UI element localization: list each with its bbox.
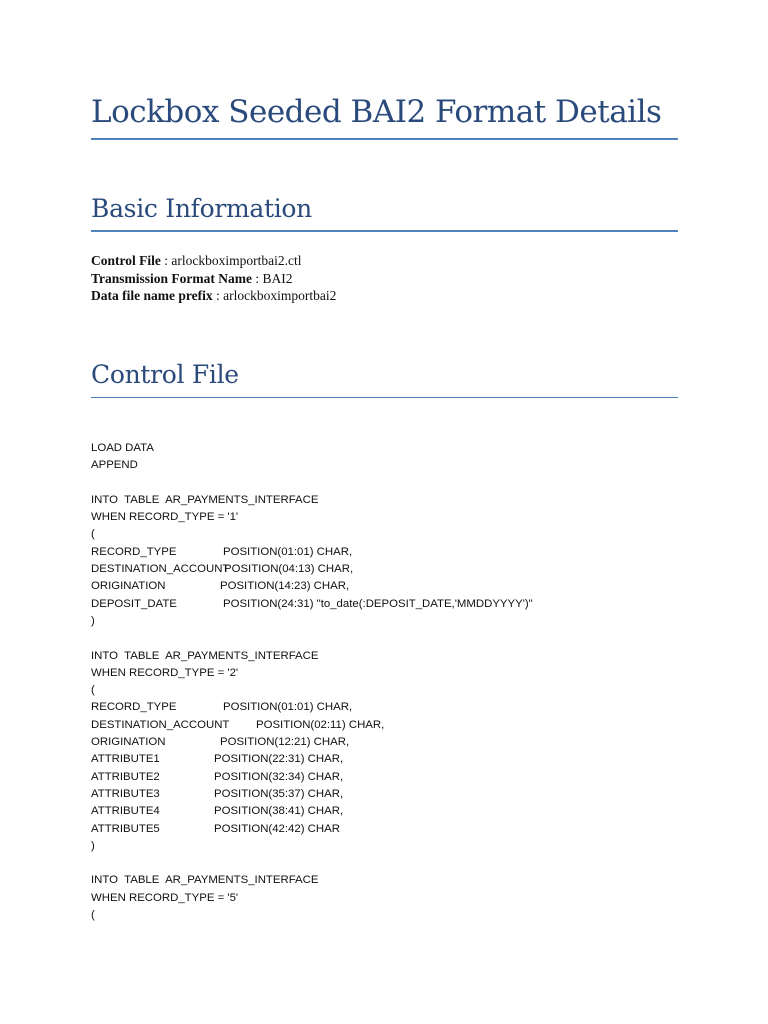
code-field-spec: POSITION(32:34) CHAR, — [214, 770, 344, 783]
control-file-underline — [91, 397, 678, 398]
info-value: BAI2 — [262, 270, 293, 286]
code-field-spec: POSITION(24:31) "to_date(:DEPOSIT_DATE,'MMDDYYYY')" — [223, 597, 533, 610]
code-field-name: ATTRIBUTE5 — [91, 822, 160, 835]
code-field-spec: POSITION(38:41) CHAR, — [214, 805, 344, 818]
code-field-name: LOAD DATA — [91, 442, 154, 454]
code-field-name: APPEND — [91, 459, 138, 472]
code-field-spec: POSITION(14:23) CHAR, — [220, 580, 350, 593]
code-field-spec: POSITION(01:01) CHAR, — [223, 701, 353, 714]
info-value: arlockboximportbai2.ctl — [171, 253, 302, 268]
title-underline — [91, 138, 678, 140]
info-data-file-name-prefix — [91, 287, 336, 305]
code-field-name: DEPOSIT_DATE — [91, 597, 177, 610]
code-field-name: ATTRIBUTE3 — [91, 787, 160, 800]
section-heading-basic-information: Basic Information — [91, 194, 312, 223]
code-field-spec: POSITION(12:21) CHAR, — [220, 736, 350, 749]
info-separator: : — [212, 288, 224, 303]
code-field-name: ( — [91, 909, 95, 922]
info-separator: : — [160, 253, 172, 268]
code-field-name: ) — [91, 839, 95, 852]
section-heading-control-file: Control File — [91, 360, 239, 389]
basic-information-underline — [91, 230, 678, 232]
code-field-name: ( — [91, 528, 95, 541]
code-field-name: WHEN RECORD_TYPE = '2' — [91, 666, 239, 679]
code-field-name: DESTINATION_ACCOUNT — [91, 563, 230, 576]
code-field-spec: POSITION(01:01) CHAR, — [223, 545, 353, 558]
info-label: Control File — [91, 253, 161, 268]
info-transmission-format-name — [91, 270, 336, 288]
info-separator: : — [252, 270, 263, 286]
code-field-name: ( — [91, 684, 95, 697]
basic-information-list — [91, 252, 336, 305]
code-field-name: RECORD_TYPE — [91, 701, 177, 714]
code-field-name: ) — [91, 614, 95, 627]
code-field-name: ORIGINATION — [91, 580, 166, 593]
code-field-name: INTO TABLE AR_PAYMENTS_INTERFACE — [91, 874, 319, 887]
info-label: Transmission Format Name — [91, 270, 252, 286]
code-field-name: ATTRIBUTE1 — [91, 753, 160, 766]
code-field-name: INTO TABLE AR_PAYMENTS_INTERFACE — [91, 649, 319, 662]
info-label: Data file name prefix — [91, 288, 213, 303]
code-field-name: RECORD_TYPE — [91, 545, 177, 558]
code-field-name: ATTRIBUTE4 — [91, 805, 160, 818]
code-field-spec: POSITION(42:42) CHAR — [214, 822, 340, 835]
code-field-name: WHEN RECORD_TYPE = '1' — [91, 511, 239, 524]
document-title: Lockbox Seeded BAI2 Format Details — [91, 94, 662, 130]
code-field-spec: POSITION(04:13) CHAR, — [224, 563, 354, 576]
info-value: arlockboximportbai2 — [223, 288, 337, 303]
code-field-spec: POSITION(02:11) CHAR, — [256, 718, 385, 731]
code-field-name: ORIGINATION — [91, 736, 166, 749]
code-field-name: ATTRIBUTE2 — [91, 770, 160, 783]
code-field-name: WHEN RECORD_TYPE = '5' — [91, 891, 239, 904]
info-control-file — [91, 252, 336, 270]
code-field-spec: POSITION(22:31) CHAR, — [214, 753, 344, 766]
code-field-name: INTO TABLE AR_PAYMENTS_INTERFACE — [91, 493, 319, 506]
code-field-name: DESTINATION_ACCOUNT — [91, 718, 230, 731]
code-field-spec: POSITION(35:37) CHAR, — [214, 787, 344, 800]
